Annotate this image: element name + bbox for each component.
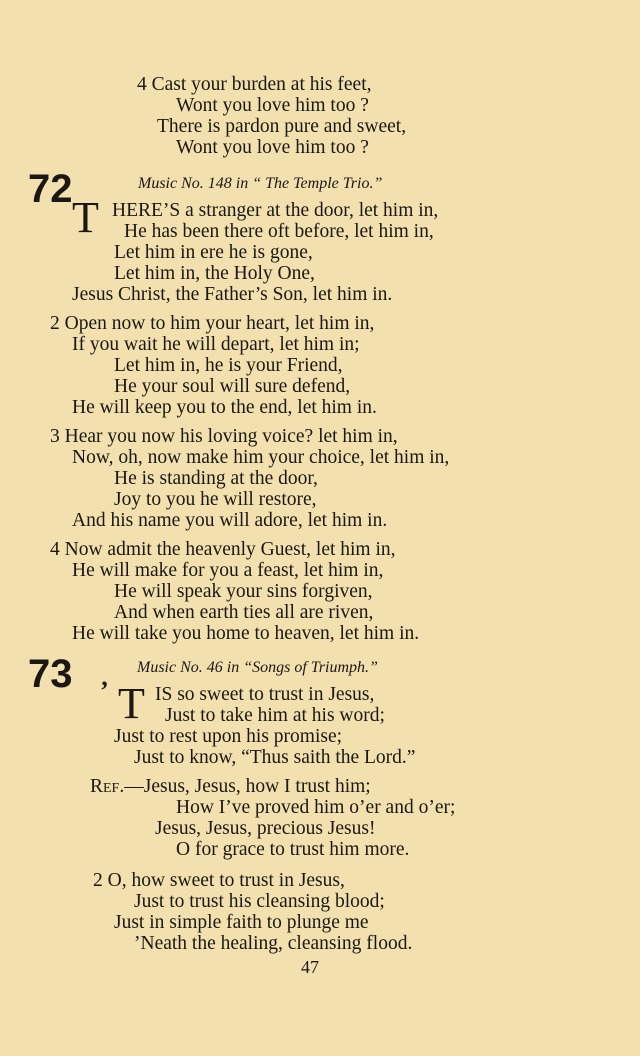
drop-cap: T [72, 193, 99, 242]
verse-line: He will make for you a feast, let him in, [72, 560, 384, 581]
verse-line: Let him in, the Holy One, [114, 263, 315, 284]
verse-line: He will keep you to the end, let him in. [72, 397, 377, 418]
verse-line: There is pardon pure and sweet, [157, 116, 407, 137]
refrain-line: O for grace to trust him more. [176, 839, 410, 860]
hymn-number: 73 [28, 652, 73, 696]
verse-line: Just to know, “Thus saith the Lord.” [134, 747, 416, 768]
verse-line: Wont you love him too ? [176, 95, 369, 116]
verse-line: ’Neath the healing, cleansing flood. [134, 933, 413, 954]
verse-line: He will take you home to heaven, let him in. [72, 623, 420, 644]
verse-line: He has been there oft before, let him in, [124, 221, 434, 242]
refrain-line [90, 776, 371, 798]
page-number: 47 [301, 957, 319, 977]
verse-line: Just to take him at his word; [165, 705, 385, 726]
verse-line: He will speak your sins forgiven, [114, 581, 373, 602]
music-reference: Music No. 148 in “ The Temple Trio.” [138, 175, 383, 192]
verse-line: Just to rest upon his promise; [114, 726, 343, 747]
verse-line: Now, oh, now make him your choice, let him in, [72, 447, 450, 468]
verse-line: Jesus Christ, the Father’s Son, let him in. [72, 284, 393, 305]
verse-line: He your soul will sure defend, [114, 376, 351, 397]
hymn-number: 72 [28, 167, 73, 211]
verse-line: Let him in, he is your Friend, [114, 355, 343, 376]
verse-line: HERE’S a stranger at the door, let him in, [112, 200, 439, 221]
verse-line: Joy to you he will restore, [114, 489, 317, 510]
refrain-text: —Jesus, Jesus, how I trust him; [124, 776, 371, 797]
verse-line: Wont you love him too ? [176, 137, 369, 158]
verse-line: And his name you will adore, let him in. [72, 510, 388, 531]
refrain-line: Jesus, Jesus, precious Jesus! [155, 818, 376, 839]
verse-line: IS so sweet to trust in Jesus, [155, 684, 375, 705]
verse-line: 2 O, how sweet to trust in Jesus, [93, 870, 345, 891]
verse-line: And when earth ties all are riven, [114, 602, 374, 623]
verse-line: Just in simple faith to plunge me [114, 912, 369, 933]
verse-line: If you wait he will depart, let him in; [72, 334, 360, 355]
music-reference: Music No. 46 in “Songs of Triumph.” [137, 659, 378, 676]
apostrophe-mark: ’ [100, 676, 109, 705]
verse-line: Just to trust his cleansing blood; [134, 891, 385, 912]
verse-line: 3 Hear you now his loving voice? let him in, [50, 426, 398, 447]
drop-cap: T [118, 679, 145, 728]
verse-line: He is standing at the door, [114, 468, 318, 489]
verse-line: Let him in ere he is gone, [114, 242, 313, 263]
refrain-label: Ref. [90, 776, 125, 797]
verse-line: 4 Now admit the heavenly Guest, let him in, [50, 539, 396, 560]
verse-line: 2 Open now to him your heart, let him in, [50, 313, 375, 334]
refrain-line: How I’ve proved him o’er and o’er; [176, 797, 456, 818]
verse-line: 4 Cast your burden at his feet, [137, 74, 372, 95]
